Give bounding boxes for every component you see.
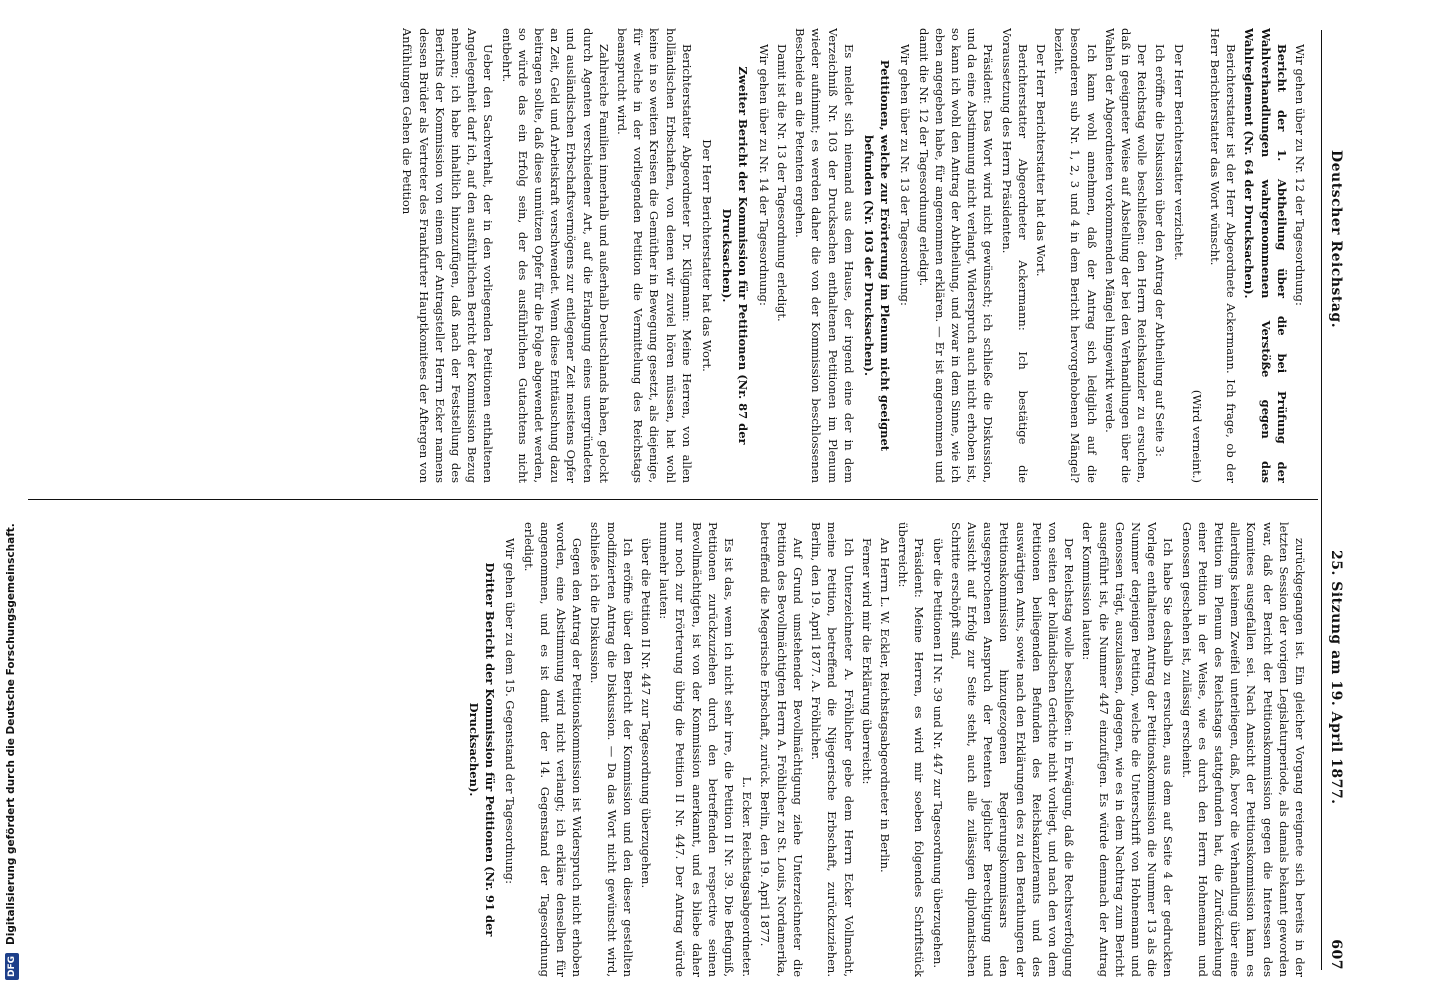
stage-direction: (Wird verneint.) bbox=[1189, 389, 1204, 483]
paragraph: Der Herr Berichterstatter verzichtet. bbox=[1171, 44, 1186, 261]
paragraph: Präsident: Meine Herren, es wird mir soeben folgendes Schriftstück überreicht: bbox=[896, 522, 927, 977]
paragraph: Es ist das, wenn ich nicht sehr irre, die Petition II Nr. 39. Die Befugniß, Petitionen zurückzuziehen durch den betreffenden respective seinen Bevollmächtigten, ist von der Kommission anerkannt, und es bliebe daher nur noch zur Erörterung übrig die Petition II Nr. 447. Der Antrag würde nunmehr lauten: bbox=[657, 522, 737, 977]
motion-text: Der Reichstag wolle beschließen: in Erwägung, daß die Rechtsverfolgung von seiten der holländischen Gerichte nicht vorliegt, und nach den von dem Petitionen beiliegenden Befunden des Reichskanzleramts und des auswärtigen Amts, sowie nach den Erklärungen des zu den Berathungen der Petitionskommission hinzugezogenen Regierungskommissars den ausgesprochenen Anspruch der Petenten jeglicher Berechtigung und Aussicht auf Erfolg zur Seite steht, auch alle zulässigen diplomatischen Schritte erschöpft sind, bbox=[948, 522, 1077, 977]
column-divider bbox=[28, 499, 1318, 500]
motion-text: über die Petition II Nr. 447 zur Tagesordnung überzugehen. bbox=[639, 538, 654, 889]
paragraph: Ich eröffne die Diskussion über den Antrag der Abtheilung auf Seite 3: bbox=[1153, 44, 1168, 457]
motion-text: Der Reichstag wolle beschließen: den Herrn Reichskanzler zu ersuchen, daß in geeigneter Weise auf Abstellung der bei den Verhandlungen über die Wahlen der Abgeordneten vorkommenden Mängel hingewirkt werde. bbox=[1102, 28, 1150, 483]
paragraph: Gegen den Antrag der Petitionskommission ist Widerspruch nicht erhoben worden, eine Abstimmung wird nicht verlangt; ich erkläre denselben für angenommen, und es ist damit der 14. Gegenstand der Tagesordnung erledigt. bbox=[521, 522, 585, 977]
document-page bbox=[10, 0, 1380, 1000]
paragraph: Berichterstatter ist der Herr Abgeordnete Ackermann. Ich frage, ob der Herr Berichterstatter das Wort wünscht. bbox=[1207, 28, 1239, 483]
session-title: 25. Sitzung am 19. April 1877. bbox=[1328, 550, 1344, 805]
header-rule bbox=[1321, 30, 1322, 970]
paragraph: zurückgegangen ist. Ein gleicher Vorgang ereignete sich bereits in der letzten Session der vorigen Legislaturperiode, als damals bekannt geworden war, daß der Bericht der Petitionskommission gegen die Interessen des Komitees ausgefallen sei. Nach Ansicht der Petitionskommission kann es allerdings keinem Zweifel unterliegen, daß, bevor die Verhandlung über eine Petition im Plenum des Reichstags stattgefunden hat, die Zurückziehung einer Petition in der Weise, wie es durch den Herrn Hohnemann und Genossen geschehen ist, zulässig erscheint. bbox=[1179, 522, 1307, 977]
paragraph: Wir gehen über zu Nr. 14 der Tagesordnung: bbox=[756, 44, 771, 306]
paragraph: Berichterstatter Abgeordneter Dr. Klügmann: Meine Herren, von allen holländischen Erbschaften, von denen wir zuviel hören müssen, hat wohl keine in so weiten Kreisen die Gemüther in Bewegung gesetzt, als diejenige, für welche in der vorliegenden Petition die Vermittelung des Reichstags beansprucht wird. bbox=[615, 28, 694, 483]
paragraph: Ferner wird mir die Erklärung überreicht: bbox=[859, 538, 874, 785]
paragraph: Wir gehen über zu Nr. 12 der Tagesordnung: bbox=[1293, 44, 1307, 306]
quoted-document: Ich Unterzeichneter A. Fröhlicher gebe dem Herrn Ecker Vollmacht, meine Petition, betreffend die Nijegerische Erbschaft, zurückzuziehen. Berlin, den 19. April 1877. A. Fröhlicher. bbox=[809, 522, 856, 977]
signature-line: L. Ecker. Reichstagsabgeordneter. bbox=[740, 776, 755, 977]
paragraph: Präsident: Das Wort wird nicht gewünscht; ich schließe die Diskussion, und da eine Abstimmung nicht verlangt, Widerspruch auch nicht erhoben ist, so kann ich wohl den Antrag der Abtheilung, und zwar in dem Sinne, wie ich eben angegeben habe, für angenommen erklären. — Er ist angenommen und damit die Nr. 12 der Tagesordnung erledigt. bbox=[916, 28, 996, 483]
running-head bbox=[1324, 30, 1344, 970]
motion-text: über die Petitionen II Nr. 39 und Nr. 447 zur Tagesordnung überzugehen. bbox=[930, 538, 945, 969]
paragraph: Berichterstatter Abgeordneter Ackermann: Ich bestätige die Voraussetzung des Herrn Präsidenten. bbox=[999, 28, 1030, 483]
paragraph: Der Herr Berichterstatter hat das Wort. bbox=[1033, 44, 1048, 277]
journal-title: Deutscher Reichstag. bbox=[1328, 150, 1344, 329]
paragraph: Der Herr Berichterstatter hat das Wort. bbox=[700, 139, 715, 372]
paragraph: Zahlreiche Familien innerhalb und außerhalb Deutschlands haben, gelockt durch Agenten verschiedener Art, auf die Erlangung eines unergründeten und ausländischen Erbschaftsvermögens zur entlegener Zeit meistens Opfer an Zeit, Geld und Arbeitskraft verschwendet. Wenn diese Enttäuschung dazu beitragen sollte, daß diese unnützen Opfer für die Folge abgewendet werden, so würde das ein Erfolg sein, der des ausführlichen Gutachtens nicht entbehrt. bbox=[499, 28, 611, 483]
paragraph: Ueber den Sachverhalt, der in den vorliegenden Petitionen enthaltenen Angelegenheit darf ich, auf den ausführlichen Bericht der Kommission Bezug nehmen; ich habe inhaltlich hinzuzufügen, daß nach der Feststellung des Berichts der Kommission von einem der Antragsteller Herrn Ecker namens dessen Brüder als Vertreter des Frankfurter Hauptkomitees der Aftergen von Anfühlungen Gehen die Petition bbox=[400, 28, 496, 483]
paragraph: Wir gehen über zu dem 15. Gegenstand der Tagesordnung: bbox=[503, 538, 518, 885]
paragraph: Ich kann wohl annehmen, daß der Antrag sich lediglich auf die besonderen sub Nr. 1, 2, 3 und 4 in dem Bericht hervorgehobenen Mängel? bezieht. bbox=[1052, 28, 1099, 483]
paragraph: Es meldet sich niemand aus dem Hause, der irgend eine der in dem Verzeichniß Nr. 103 der Drucksachen enthaltenen Petitionen im Plenum wieder aufnimmt; es werden daher die von der Kommission beschlossenen Bescheide an die Petenten ergehen. bbox=[793, 28, 856, 483]
agenda-item-heading: Zweiter Bericht der Kommission für Petitionen (Nr. 87 der Drucksachen). bbox=[720, 66, 751, 445]
paragraph: Ich habe Sie deshalb zu ersuchen, aus dem auf Seite 4 der gedruckten Vorlage enthaltenen Antrag der Petitionskommission die Nummer 13 als die Nummer derjenigen Petition, welche die Unterschrift von Hohnemann und Genossen trägt, auszulassen, dagegen, wie es in dem Nachtrag zum Bericht ausgeführt ist, die Nummer 447 einzufügen. Es würde demnach der Antrag der Kommission lauten: bbox=[1080, 522, 1176, 977]
paragraph: Damit ist die Nr. 13 der Tagesordnung erledigt. bbox=[774, 44, 789, 322]
page-number: 607 bbox=[1328, 939, 1344, 970]
left-column bbox=[38, 28, 1308, 483]
paragraph: Wir gehen über zu Nr. 13 der Tagesordnung: bbox=[898, 44, 913, 306]
agenda-item-heading: Petitionen, welche zur Erörterung im Plenum nicht geeignet befunden (Nr. 103 der Drucksachen). bbox=[861, 59, 893, 452]
agenda-item-heading: Dritter Bericht der Kommission für Petitionen (Nr. 91 der Drucksachen). bbox=[467, 562, 498, 937]
paragraph: Ich eröffne über den Bericht der Kommission und den dieser gestellten modifizierten Antrag die Diskussion. — Da das Wort nicht gewünscht wird, schließe ich die Diskussion. bbox=[588, 522, 635, 977]
digitization-credit bbox=[4, 0, 18, 1000]
address-block: An Herrn L. W. Eckler, Reichstagsabgeordneter in Berlin. bbox=[877, 538, 892, 873]
agenda-item-heading: Bericht der 1. Abtheilung über die bei Prüfung der Wahlverhandlungen wahrgenommenen Verstöße gegen das Wahlreglement (Nr. 64 der Drucksachen). bbox=[1242, 28, 1289, 483]
quoted-document: Auf Grund umstehender Bevollmächtigung ziehe Unterzeichneter die Petition des Bevollmächtigten Herrn A. Fröhlicher zu St. Louis, Nordamerika, betreffend die Megerische Erbschaft, zurück. Berlin, den 19. April 1877. bbox=[758, 522, 805, 977]
dfg-logo-icon: DFG bbox=[5, 953, 19, 980]
right-column bbox=[38, 522, 1308, 977]
credit-text: Digitalisierung gefördert durch die Deutsche Forschungsgemeinschaft. bbox=[5, 523, 17, 945]
